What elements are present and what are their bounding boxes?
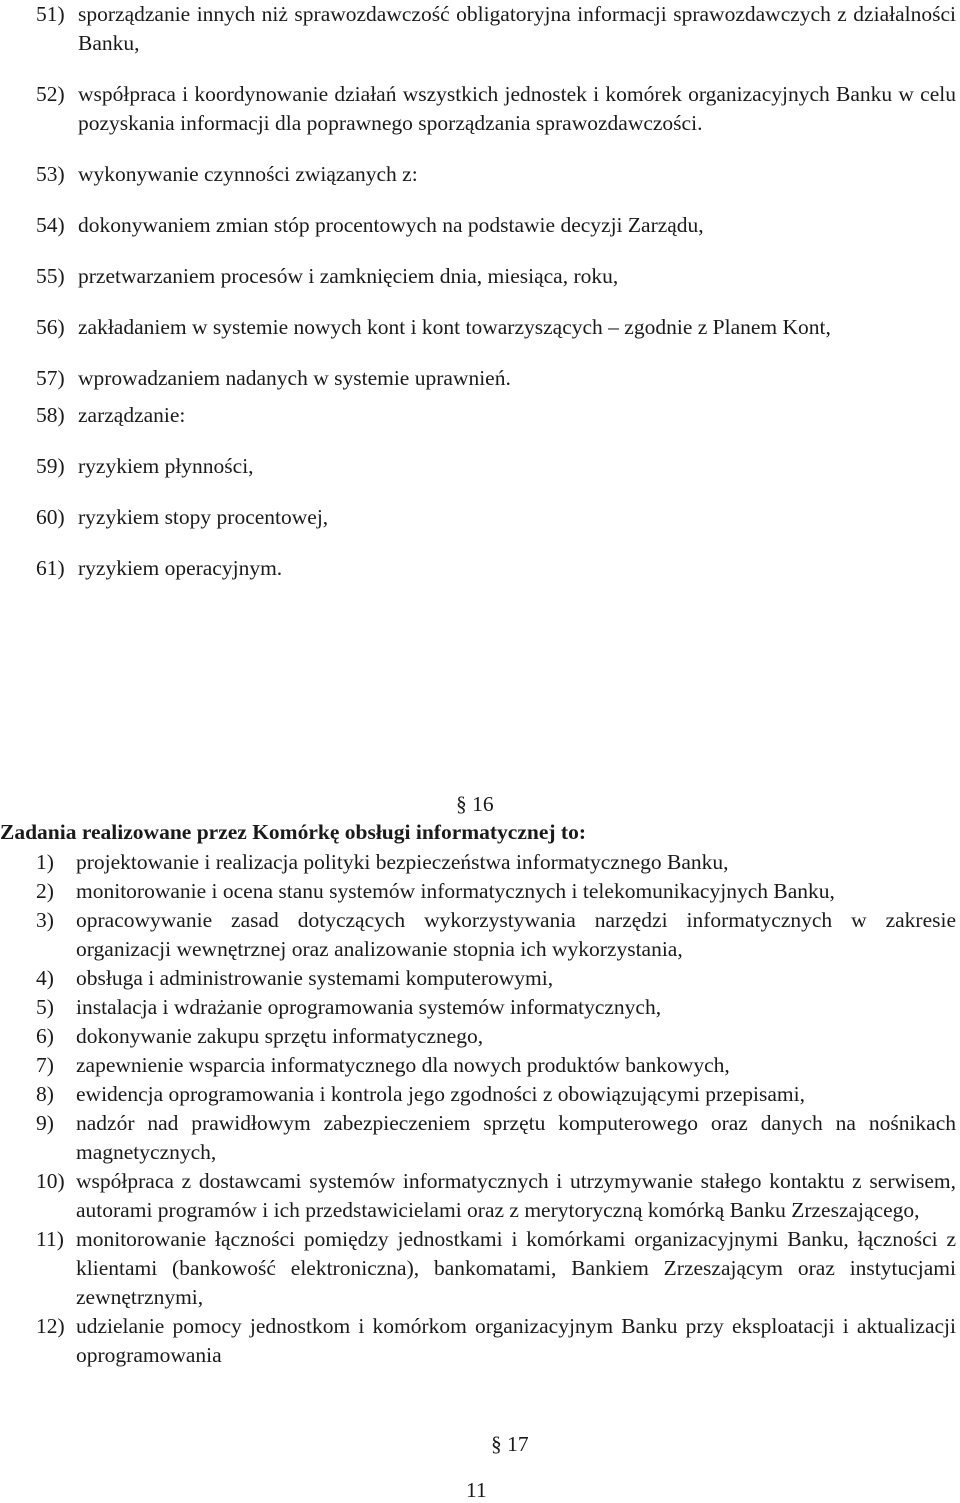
item-number: 52) [36, 82, 65, 106]
item-text: monitorowanie łączności pomiędzy jednostkami i komórkami organizacyjnymi Banku, łączności z klientami (bankowość elektroniczna), bankomatami, Bankiem Zrzeszającym oraz instytucjami zewnętrznymi, [76, 1227, 956, 1309]
item-number: 55) [36, 264, 65, 288]
item-text: wykonywanie czynności związanych z: [78, 162, 418, 186]
item-text: ewidencja oprogramowania i kontrola jego zgodności z obowiązującymi przepisami, [76, 1082, 805, 1106]
page-number: 11 [466, 1478, 487, 1502]
list-item [36, 1080, 956, 1109]
item-text: projektowanie i realizacja polityki bezpieczeństwa informatycznego Banku, [76, 850, 729, 874]
list-item [36, 364, 956, 393]
item-number: 11) [36, 1227, 64, 1251]
list-item [36, 0, 956, 58]
item-text: sporządzanie innych niż sprawozdawczość obligatoryjna informacji sprawozdawczych z działalności Banku, [78, 2, 956, 55]
item-text: ryzykiem stopy procentowej, [78, 505, 329, 529]
list-item [36, 80, 956, 138]
list-item [36, 554, 956, 583]
item-number: 3) [36, 908, 54, 932]
list-item [36, 211, 956, 240]
list-item [36, 1167, 956, 1225]
item-number: 2) [36, 879, 54, 903]
item-number: 51) [36, 2, 65, 26]
section-marker: § 16 [456, 792, 494, 816]
item-text: udzielanie pomocy jednostkom i komórkom organizacyjnym Banku przy eksploatacji i aktualizacji oprogramowania [76, 1314, 956, 1367]
list-item [36, 1312, 956, 1370]
list-item [36, 313, 956, 342]
list-item [36, 262, 956, 291]
list-item [36, 401, 956, 430]
list-item [36, 906, 956, 964]
list-item [36, 1022, 956, 1051]
item-number: 10) [36, 1169, 65, 1193]
item-number: 59) [36, 454, 65, 478]
list-item [36, 503, 956, 532]
list-item [36, 964, 956, 993]
item-number: 6) [36, 1024, 54, 1048]
item-number: 54) [36, 213, 65, 237]
item-number: 9) [36, 1111, 54, 1135]
section-marker: § 17 [491, 1432, 529, 1456]
item-number: 8) [36, 1082, 54, 1106]
item-text: dokonywaniem zmian stóp procentowych na podstawie decyzji Zarządu, [78, 213, 704, 237]
item-number: 53) [36, 162, 65, 186]
item-text: instalacja i wdrażanie oprogramowania systemów informatycznych, [76, 995, 662, 1019]
item-text: współpraca z dostawcami systemów informatycznych i utrzymywanie stałego kontaktu z serwisem, autorami programów i ich przedstawicielami oraz z merytoryczną komórką Banku Zrzeszającego, [76, 1169, 956, 1222]
list-item [36, 1225, 956, 1312]
list-item [36, 877, 956, 906]
item-number: 61) [36, 556, 65, 580]
item-text: ryzykiem płynności, [78, 454, 254, 478]
list-item [36, 452, 956, 481]
item-number: 56) [36, 315, 65, 339]
item-number: 60) [36, 505, 65, 529]
item-number: 4) [36, 966, 54, 990]
upper-list [36, 0, 956, 605]
item-number: 57) [36, 366, 65, 390]
tasks-list [36, 848, 956, 1370]
item-number: 7) [36, 1053, 54, 1077]
item-text: monitorowanie i ocena stanu systemów informatycznych i telekomunikacyjnych Banku, [76, 879, 835, 903]
item-text: wprowadzaniem nadanych w systemie uprawnień. [78, 366, 511, 390]
item-text: zapewnienie wsparcia informatycznego dla nowych produktów bankowych, [76, 1053, 730, 1077]
list-item [36, 1109, 956, 1167]
item-text: nadzór nad prawidłowym zabezpieczeniem sprzętu komputerowego oraz danych na nośnikach magnetycznych, [76, 1111, 956, 1164]
item-text: przetwarzaniem procesów i zamknięciem dnia, miesiąca, roku, [78, 264, 619, 288]
item-text: zakładaniem w systemie nowych kont i kont towarzyszących – zgodnie z Planem Kont, [78, 315, 831, 339]
item-number: 12) [36, 1314, 65, 1338]
item-text: współpraca i koordynowanie działań wszystkich jednostek i komórek organizacyjnych Banku w celu pozyskania informacji dla poprawnego sporządzania sprawozdawczości. [78, 82, 956, 135]
list-item [36, 848, 956, 877]
item-number: 1) [36, 850, 54, 874]
item-text: opracowywanie zasad dotyczących wykorzystywania narzędzi informatycznych w zakresie organizacji wewnętrznej oraz analizowanie stopnia ich wykorzystania, [76, 908, 956, 961]
section-heading: Zadania realizowane przez Komórkę obsługi informatycznej to: [0, 820, 586, 844]
list-item [36, 1051, 956, 1080]
item-text: ryzykiem operacyjnym. [78, 556, 283, 580]
list-item [36, 160, 956, 189]
item-text: dokonywanie zakupu sprzętu informatycznego, [76, 1024, 484, 1048]
item-number: 5) [36, 995, 54, 1019]
item-text: zarządzanie: [78, 403, 186, 427]
item-number: 58) [36, 403, 65, 427]
list-item [36, 993, 956, 1022]
item-text: obsługa i administrowanie systemami komputerowymi, [76, 966, 554, 990]
